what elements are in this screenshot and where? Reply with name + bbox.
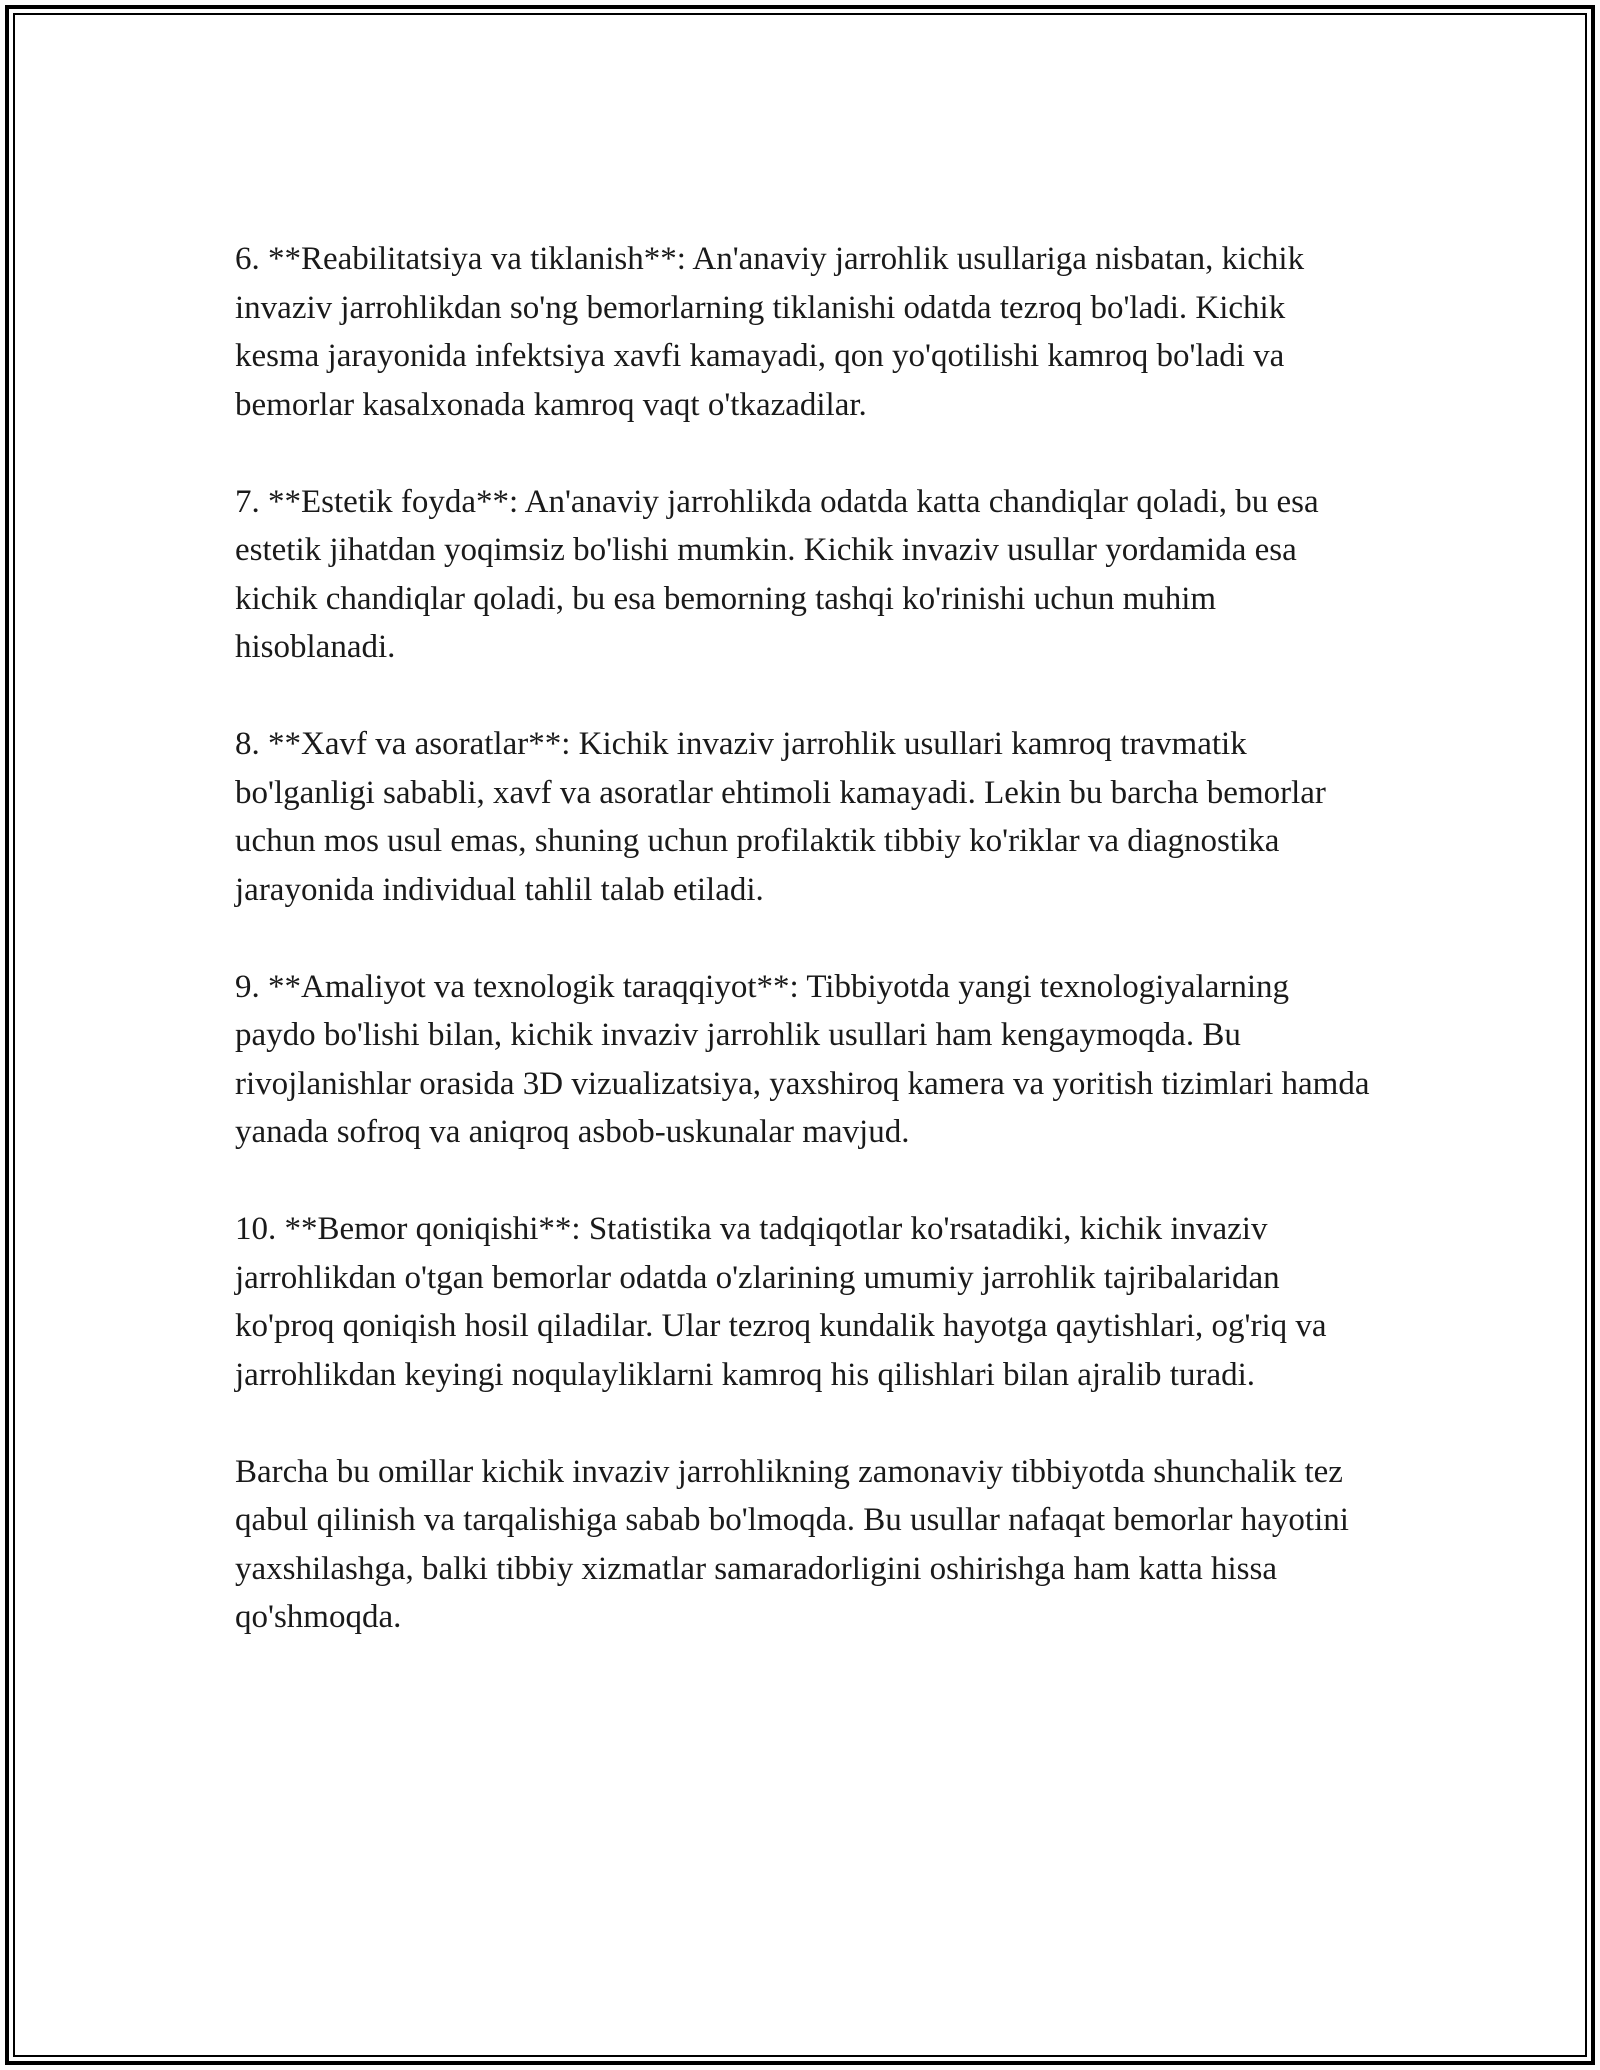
paragraph-conclusion: Barcha bu omillar kichik invaziv jarrohlikning zamonaviy tibbiyotda shunchalik tez qabul qilinish va tarqalishiga sabab bo'lmoqda. Bu usullar nafaqat bemorlar hayotini yaxshilashga, balki tibbiy xizmatlar samaradorligini oshirishga ham katta hissa qo'shmoqda. bbox=[235, 1453, 1349, 1635]
paragraph-patient-satisfaction: 10. **Bemor qoniqishi**: Statistika va tadqiqotlar ko'rsatadiki, kichik invaziv jarrohlikdan o'tgan bemorlar odatda o'zlarining umumiy jarrohlik tajribalaridan ko'proq qoniqish hosil qiladilar. Ular tezroq kundalik hayotga qaytishlari, og'riq va jarrohlikdan keyingi noqulayliklarni kamroq his qilishlari bilan ajralib turadi. bbox=[235, 1211, 1327, 1393]
document-body bbox=[235, 235, 1375, 1642]
paragraph-aesthetic-benefit: 7. **Estetik foyda**: An'anaviy jarrohlikda odatda katta chandiqlar qoladi, bu esa estetik jihatdan yoqimsiz bo'lishi mumkin. Kichik invaziv usullar yordamida esa kichik chandiqlar qoladi, bu esa bemorning tashqi ko'rinishi uchun muhim hisoblanadi. bbox=[235, 483, 1319, 665]
paragraph-technology-progress: 9. **Amaliyot va texnologik taraqqiyot**: Tibbiyotda yangi texnologiyalarning paydo bo'lishi bilan, kichik invaziv jarrohlik usullari ham kengaymoqda. Bu rivojlanishlar orasida 3D vizualizatsiya, yaxshiroq kamera va yoritish tizimlari hamda yanada sofroq va aniqroq asbob-uskunalar mavjud. bbox=[235, 968, 1370, 1150]
paragraph-risks-complications: 8. **Xavf va asoratlar**: Kichik invaziv jarrohlik usullari kamroq travmatik bo'lganligi sababli, xavf va asoratlar ehtimoli kamayadi. Lekin bu barcha bemorlar uchun mos usul emas, shuning uchun profilaktik tibbiy ko'riklar va diagnostika jarayonida individual tahlil talab etiladi. bbox=[235, 726, 1326, 908]
paragraph-rehabilitation: 6. **Reabilitatsiya va tiklanish**: An'anaviy jarrohlik usullariga nisbatan, kichik invaziv jarrohlikdan so'ng bemorlarning tiklanishi odatda tezroq bo'ladi. Kichik kesma jarayonida infektsiya xavfi kamayadi, qon yo'qotilishi kamroq bo'ladi va bemorlar kasalxonada kamroq vaqt o'tkazadilar. bbox=[235, 241, 1305, 423]
